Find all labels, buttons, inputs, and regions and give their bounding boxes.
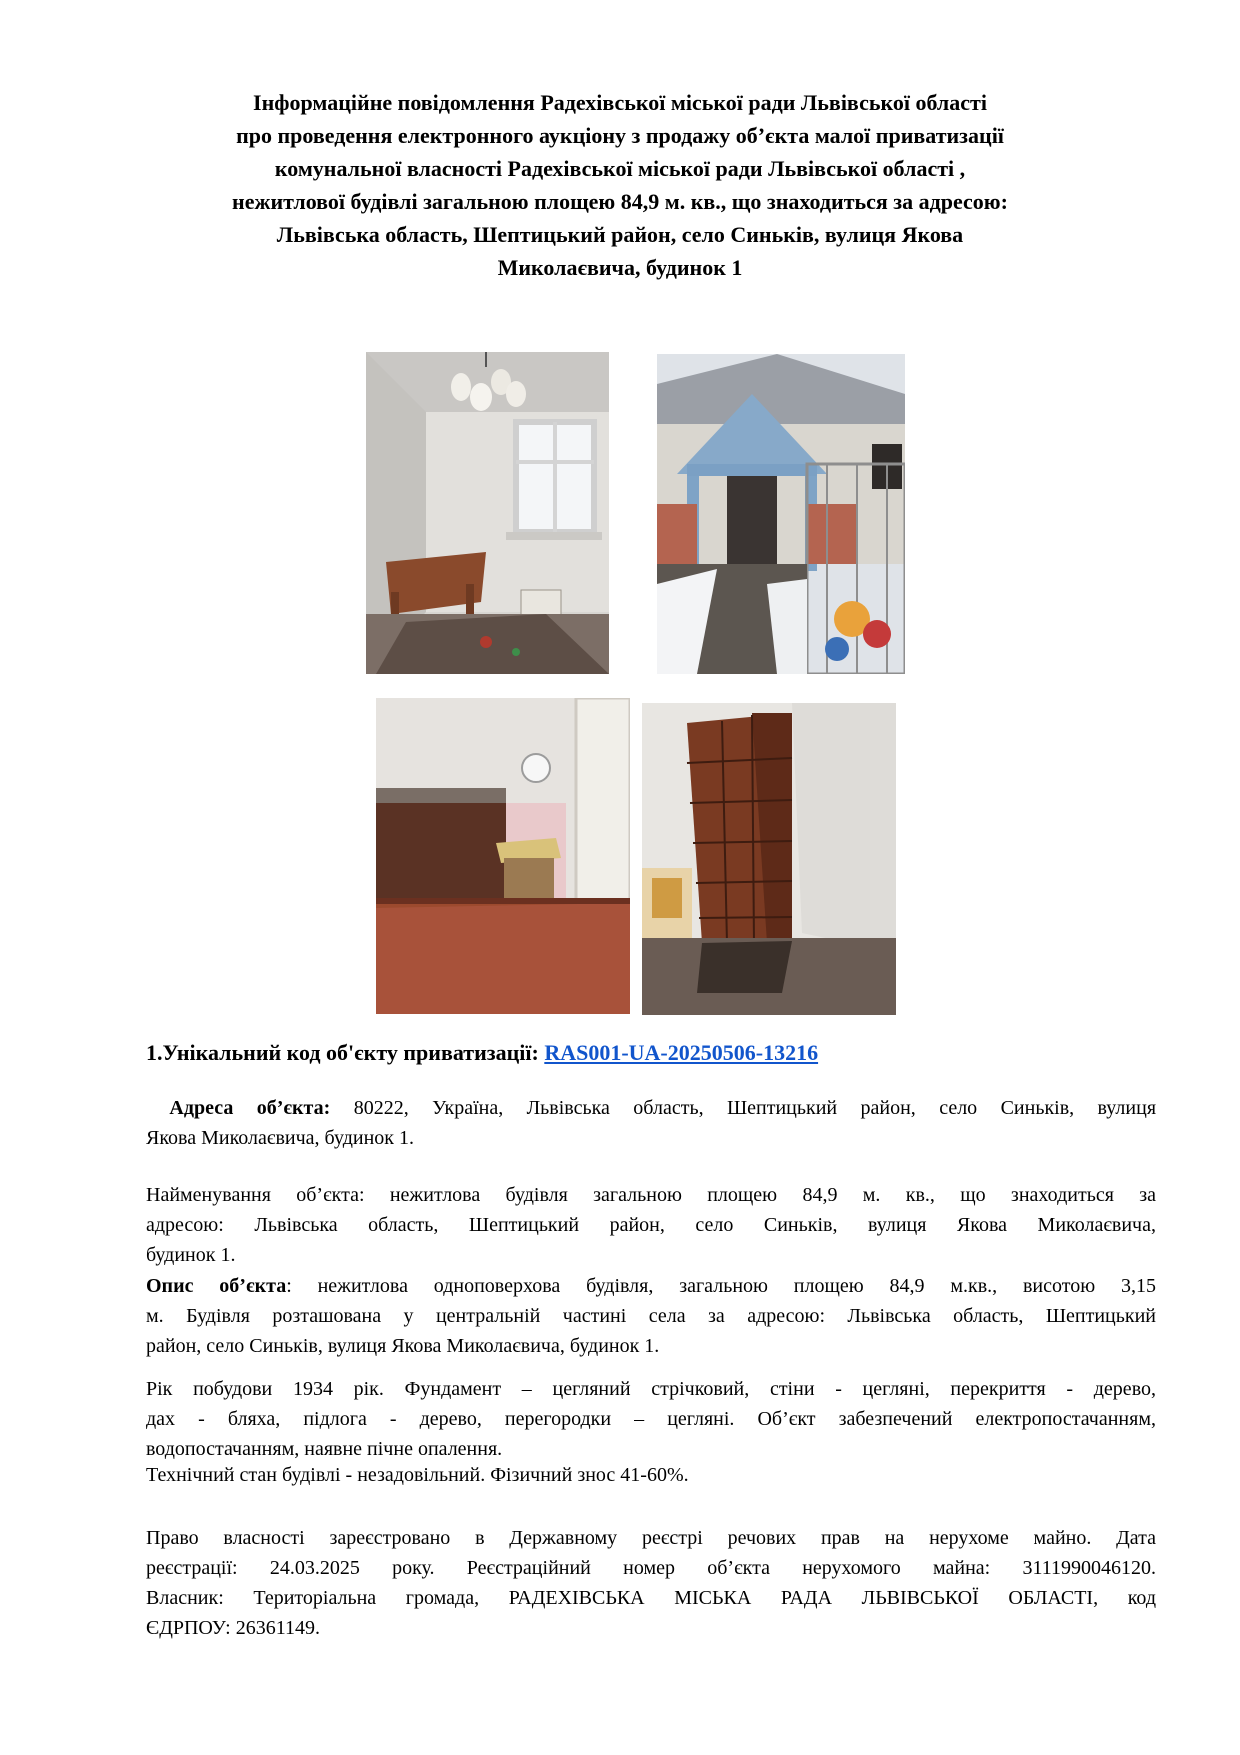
address-label: Адреса об’єкта: [169, 1097, 331, 1119]
construction-line-2: дах - бляха, підлога - дерево, перегородки – цегляні. Об’єкт забезпечений електропостачанням, [146, 1408, 1156, 1430]
ownership-line-3: Власник: Територіальна громада, РАДЕХІВСЬКА МІСЬКА РАДА ЛЬВІВСЬКОЇ ОБЛАСТІ, код [146, 1587, 1156, 1609]
section-1-label: 1.Унікальний код об'єкту приватизації: [146, 1040, 545, 1065]
title-line-4: нежитлової будівлі загальною площею 84,9 м. кв., що знаходиться за адресою: [232, 189, 1008, 214]
description-line-2: м. Будівля розташована у центральній частині села за адресою: Львівська область, Шептицький [146, 1305, 1156, 1327]
description-line-1: : нежитлова одноповерхова будівля, загальною площею 84,9 м.кв., висотою 3,15 [286, 1275, 1156, 1297]
address-line-1: 80222, Україна, Львівська область, Шептицький район, село Синьків, вулиця [330, 1097, 1157, 1119]
construction-line-3: водопостачанням, наявне пічне опалення. [146, 1438, 503, 1460]
privatization-code-link[interactable]: RAS001-UA-20250506-13216 [544, 1040, 819, 1065]
address-line-2: Якова Миколаєвича, будинок 1. [146, 1127, 414, 1149]
object-address-paragraph [146, 1093, 1156, 1153]
section-1-privatization-code [146, 1040, 1106, 1066]
object-description-paragraph [146, 1271, 1156, 1361]
construction-line-1: Рік побудови 1934 рік. Фундамент – цегляний стрічковий, стіни - цегляні, перекриття - дерево, [146, 1378, 1156, 1400]
name-line-1: Найменування об’єкта: нежитлова будівля загальною площею 84,9 м. кв., що знаходиться за [146, 1184, 1156, 1206]
construction-paragraph [146, 1374, 1156, 1464]
ownership-line-1: Право власності зареєстровано в Державному реєстрі речових прав на нерухоме майно. Дата [146, 1527, 1156, 1549]
technical-condition-paragraph [146, 1460, 1156, 1490]
title-line-6: Миколаєвича, будинок 1 [497, 255, 743, 280]
name-line-3: будинок 1. [146, 1244, 236, 1266]
title-line-3: комунальної власності Радехівської міської ради Львівської області , [274, 156, 966, 181]
name-line-2: адресою: Львівська область, Шептицький район, село Синьків, вулиця Якова Миколаєвича, [146, 1214, 1156, 1236]
building-entrance-photo [657, 354, 905, 674]
title-line-1: Інформаційне повідомлення Радехівської міської ради Львівської області [253, 90, 987, 115]
title-line-5: Львівська область, Шептицький район, село Синьків, вулиця Якова [276, 222, 964, 247]
object-name-paragraph [146, 1180, 1156, 1270]
description-label: Опис об’єкта [146, 1275, 287, 1297]
ownership-paragraph [146, 1523, 1156, 1643]
interior-room-photo [366, 352, 609, 674]
room-with-sink-photo [376, 698, 630, 1014]
tiled-stove-photo [642, 703, 896, 1015]
technical-line: Технічний стан будівлі - незадовільний. Фізичний знос 41-60%. [146, 1464, 689, 1486]
document-title [150, 86, 1090, 284]
ownership-line-2: реєстрації: 24.03.2025 року. Реєстраційний номер об’єкта нерухомого майна: 3111990046120. [146, 1557, 1156, 1579]
description-line-3: район, село Синьків, вулиця Якова Миколаєвича, будинок 1. [146, 1335, 660, 1357]
title-line-2: про проведення електронного аукціону з продажу об’єкта малої приватизації [236, 123, 1004, 148]
ownership-line-4: ЄДРПОУ: 26361149. [146, 1617, 320, 1639]
